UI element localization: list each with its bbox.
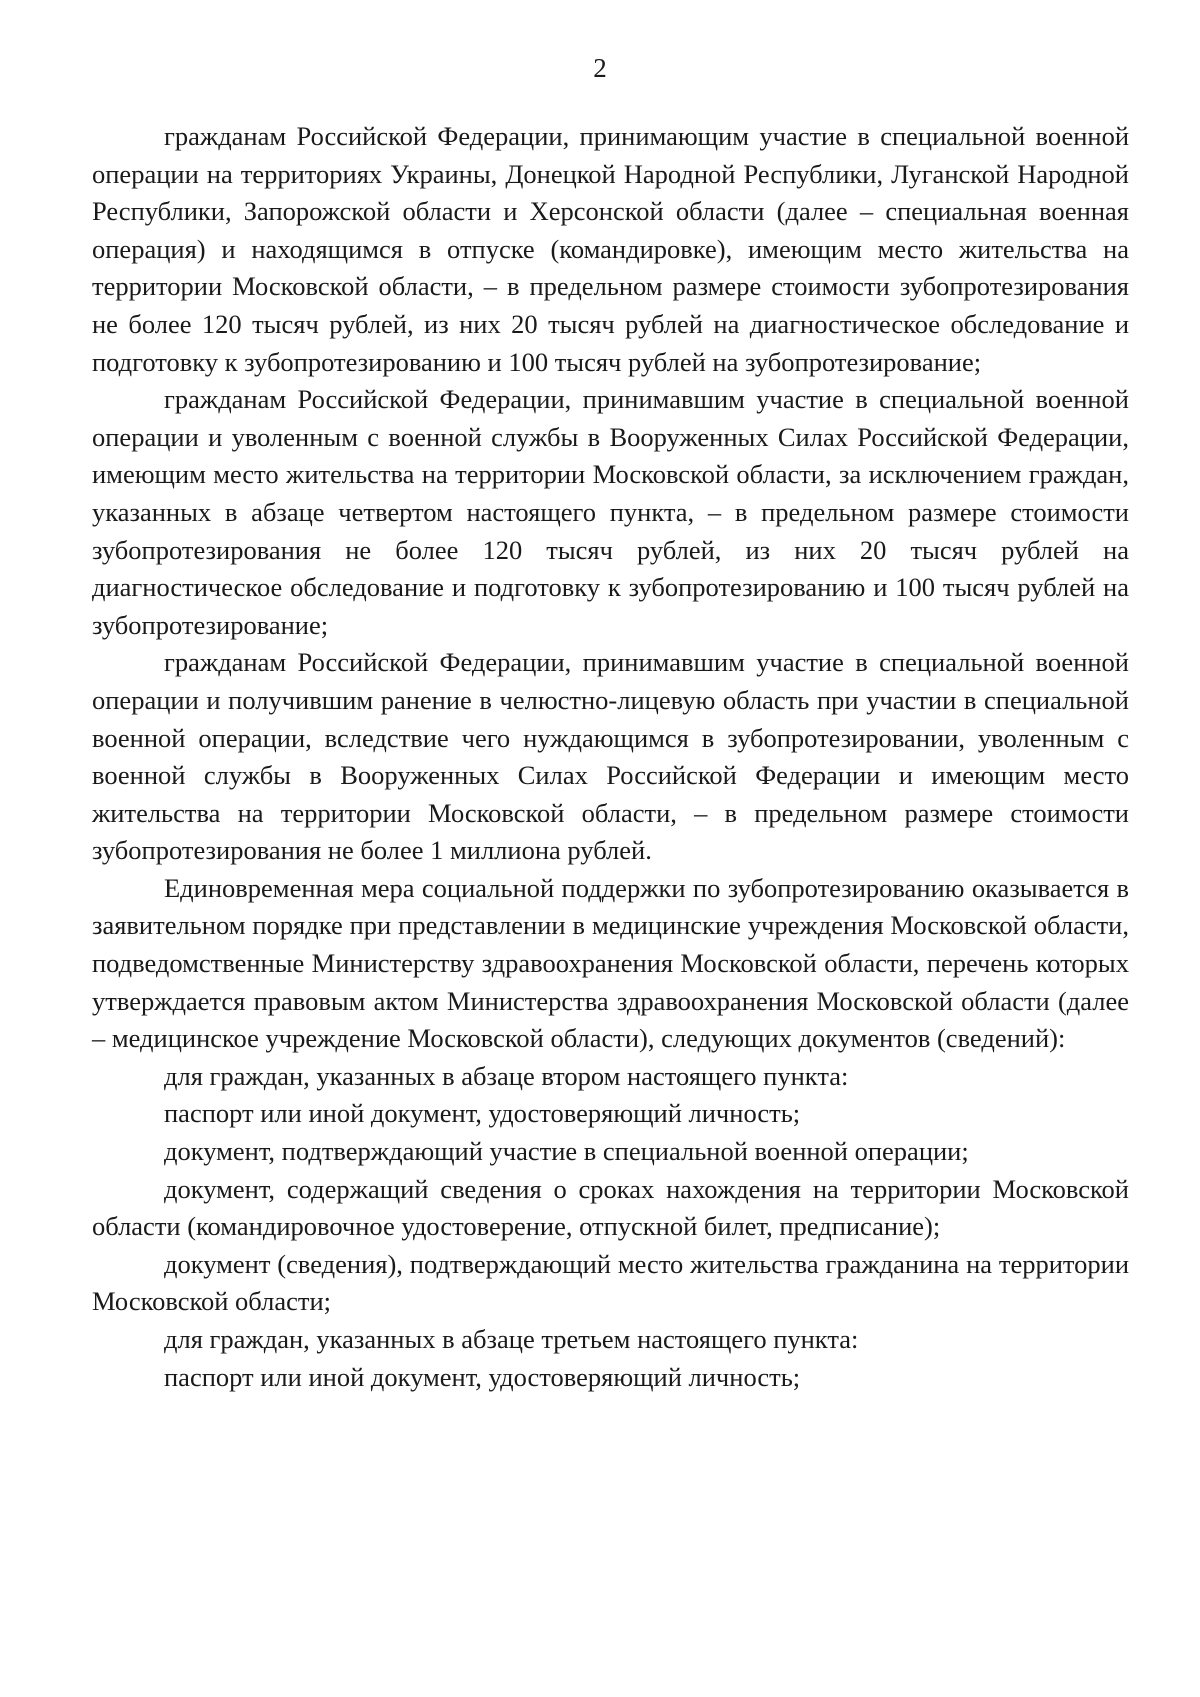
document-body (92, 118, 1129, 1396)
paragraph-9: документ (сведения), подтверждающий место жительства гражданина на территории Московской области; (92, 1248, 1129, 1317)
paragraph-8: документ, содержащий сведения о сроках нахождения на территории Московской области (командировочное удостоверение, отпускной билет, предписание); (92, 1173, 1129, 1242)
paragraph-2: гражданам Российской Федерации, принимавшим участие в специальной военной операции и уволенным с военной службы в Вооруженных Силах Российской Федерации, имеющим место жительства на территории Московской области, за исключением граждан, указанных в абзаце четвертом настоящего пункта, – в предельном размере стоимости зубопротезирования не более 120 тысяч рублей, из них 20 тысяч рублей на диагностическое обследование и подготовку к зубопротезированию и 100 тысяч рублей на зубопротезирование; (92, 384, 1129, 640)
paragraph-11: паспорт или иной документ, удостоверяющий личность; (164, 1361, 801, 1392)
paragraph-7: документ, подтверждающий участие в специальной военной операции; (164, 1136, 969, 1167)
paragraph-10: для граждан, указанных в абзаце третьем настоящего пункта: (164, 1324, 859, 1354)
paragraph-4: Единовременная мера социальной поддержки по зубопротезированию оказывается в заявительном порядке при представлении в медицинские учреждения Московской области, подведомственные Министерству здравоохранения Московской области, перечень которых утверждается правовым актом Министерства здравоохранения Московской области (далее – медицинское учреждение Московской области), следующих документов (сведений): (92, 872, 1129, 1054)
page-number: 2 (593, 53, 607, 83)
paragraph-5: для граждан, указанных в абзаце втором настоящего пункта: (164, 1060, 849, 1091)
paragraph-6: паспорт или иной документ, удостоверяющий личность; (164, 1098, 801, 1129)
paragraph-3: гражданам Российской Федерации, принимавшим участие в специальной военной операции и получившим ранение в челюстно-лицевую область при участии в специальной военной операции, вследствие чего нуждающимся в зубопротезировании, уволенным с военной службы в Вооруженных Силах Российской Федерации и имеющим место жительства на территории Московской области, – в предельном размере стоимости зубопротезирования не более 1 миллиона рублей. (92, 647, 1129, 866)
paragraph-1: гражданам Российской Федерации, принимающим участие в специальной военной операции на территориях Украины, Донецкой Народной Республики, Луганской Народной Республики, Запорожской области и Херсонской области (далее – специальная военная операция) и находящимся в отпуске (командировке), имеющим место жительства на территории Московской области, – в предельном размере стоимости зубопротезирования не более 120 тысяч рублей, из них 20 тысяч рублей на диагностическое обследование и подготовку к зубопротезированию и 100 тысяч рублей на зубопротезирование; (92, 121, 1129, 377)
